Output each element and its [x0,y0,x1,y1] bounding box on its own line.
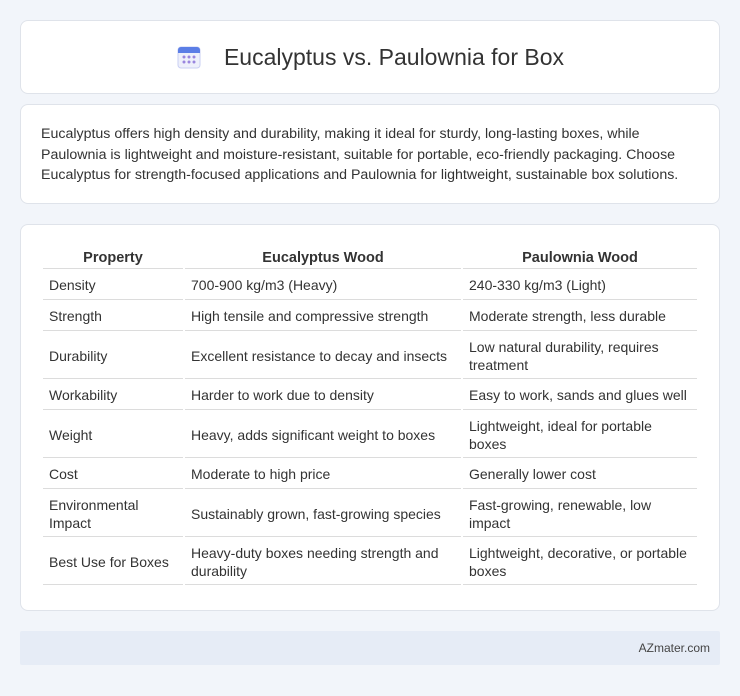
property-cell: Cost [43,460,183,489]
property-cell: Workability [43,381,183,410]
property-cell: Best Use for Boxes [43,539,183,585]
table-row [43,491,697,537]
paulownia-cell: Lightweight, ideal for portable boxes [463,412,697,458]
property-cell: Density [43,271,183,300]
eucalyptus-cell: 700-900 kg/m3 (Heavy) [185,271,461,300]
table-row [43,271,697,300]
property-cell: Environmental Impact [43,491,183,537]
eucalyptus-cell: Heavy-duty boxes needing strength and durability [185,539,461,585]
page-title: Eucalyptus vs. Paulownia for Box [223,43,565,70]
eucalyptus-cell: Excellent resistance to decay and insects [185,333,461,379]
calendar-icon [176,44,202,70]
eucalyptus-cell: High tensile and compressive strength [185,302,461,331]
property-cell: Strength [43,302,183,331]
paulownia-cell: Low natural durability, requires treatment [463,333,697,379]
header-eucalyptus: Eucalyptus Wood [185,247,461,269]
title-card [20,20,720,94]
paulownia-cell: Generally lower cost [463,460,697,489]
property-cell: Durability [43,333,183,379]
eucalyptus-cell: Heavy, adds significant weight to boxes [185,412,461,458]
footer-site-link[interactable]: AZmater.com [638,641,710,655]
table-row [43,412,697,458]
table-row [43,381,697,410]
table-header-row [43,247,697,269]
eucalyptus-cell: Moderate to high price [185,460,461,489]
header-property: Property [43,247,183,269]
paulownia-cell: Fast-growing, renewable, low impact [463,491,697,537]
header-paulownia: Paulownia Wood [463,247,697,269]
paulownia-cell: Lightweight, decorative, or portable boxes [463,539,697,585]
comparison-table [41,245,699,587]
eucalyptus-cell: Sustainably grown, fast-growing species [185,491,461,537]
paulownia-cell: Easy to work, sands and glues well [463,381,697,410]
table-row [43,460,697,489]
summary-card [20,104,720,204]
footer [20,631,720,665]
table-row [43,539,697,585]
summary-text: Eucalyptus offers high density and durability, making it ideal for sturdy, long-lasting boxes, while Paulownia is lightweight and moisture-resistant, suitable for portable, eco-friendly packaging. Choose Eucalyptus for strength-focused applications and Paulownia for lightweight, sustainable box solutions. [41,126,679,183]
eucalyptus-cell: Harder to work due to density [185,381,461,410]
paulownia-cell: Moderate strength, less durable [463,302,697,331]
comparison-table-card [20,224,720,611]
table-row [43,333,697,379]
table-row [43,302,697,331]
paulownia-cell: 240-330 kg/m3 (Light) [463,271,697,300]
property-cell: Weight [43,412,183,458]
